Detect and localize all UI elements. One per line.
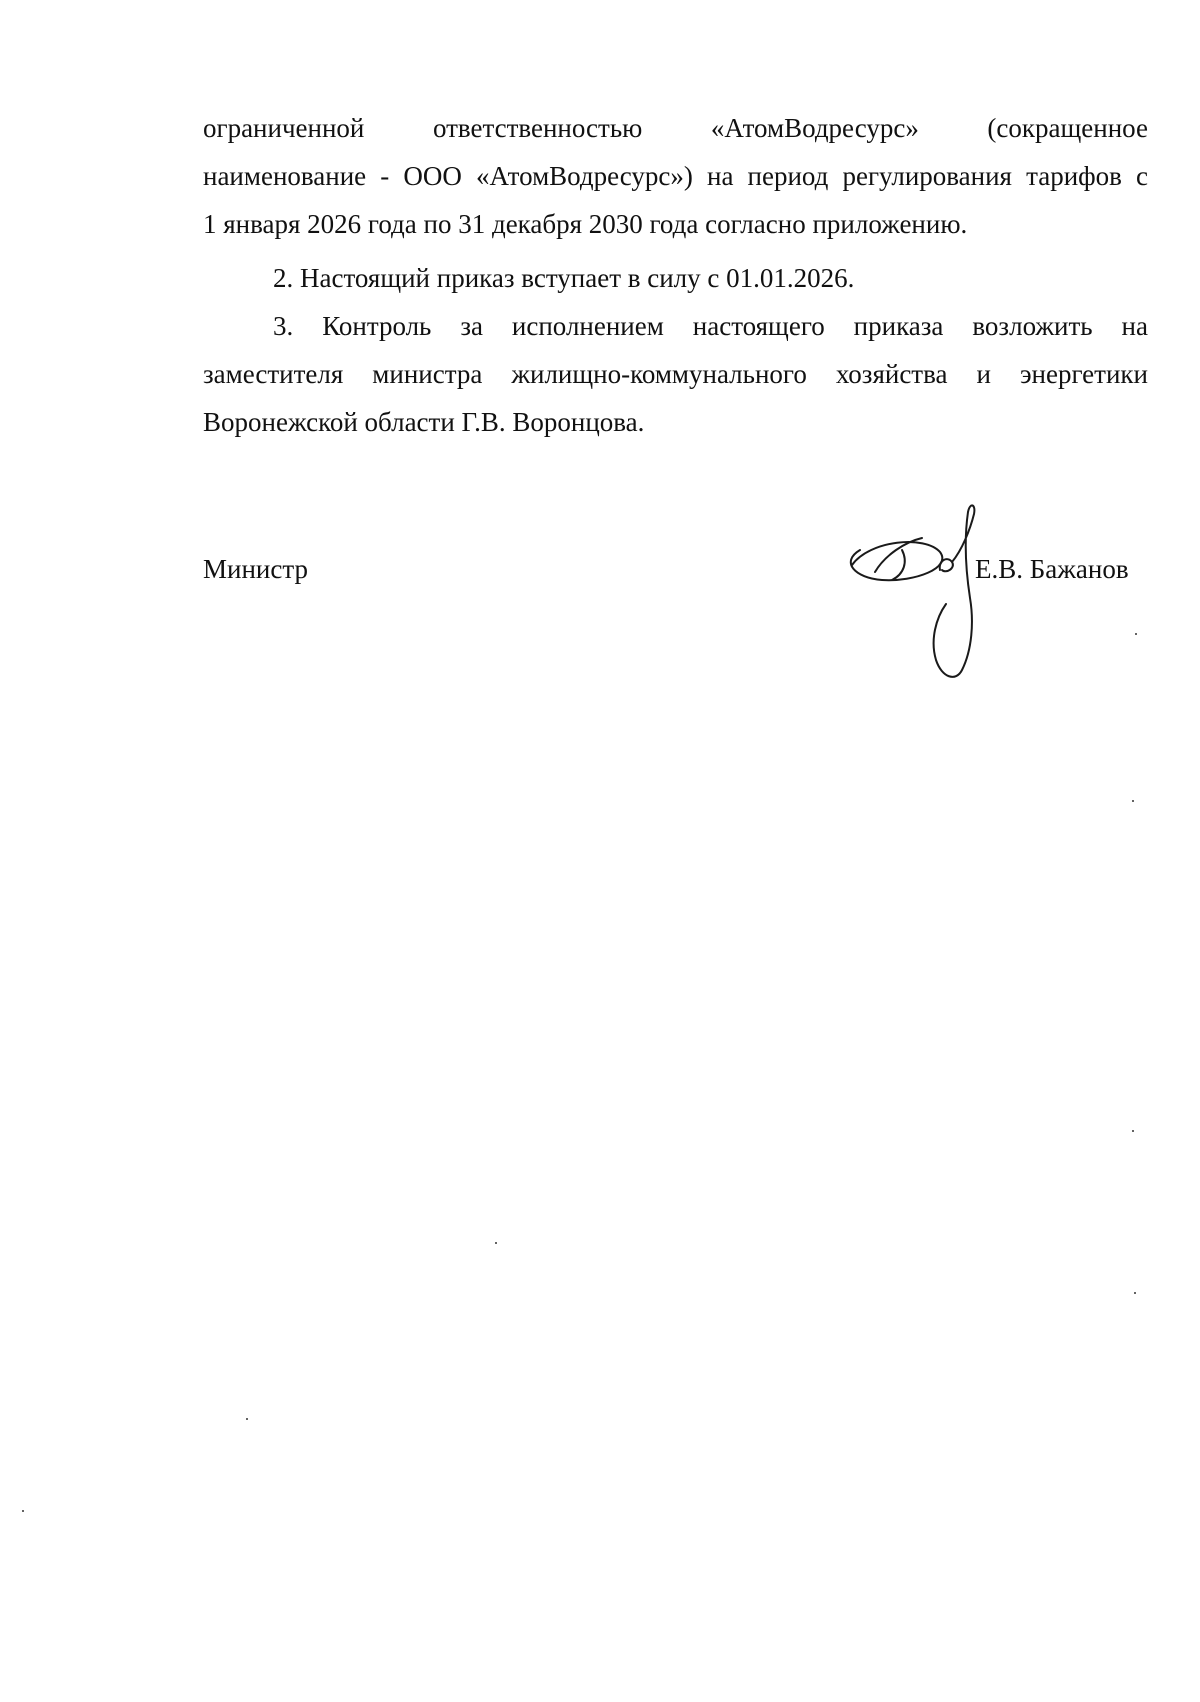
scan-speck bbox=[22, 1510, 24, 1512]
text-line: 1 января 2026 года по 31 декабря 2030 года согласно приложению. bbox=[203, 209, 968, 239]
text-line: наименование - ООО «АтомВодресурс») на период регулирования тарифов с bbox=[203, 161, 1148, 191]
scan-speck bbox=[1134, 1292, 1136, 1294]
scan-speck bbox=[246, 1418, 248, 1420]
text-line: Воронежской области Г.В. Воронцова. bbox=[203, 407, 645, 437]
paragraph-effective-date bbox=[203, 254, 1148, 302]
scan-speck bbox=[1132, 800, 1134, 802]
text-line: 2. Настоящий приказ вступает в силу с 01.01.2026. bbox=[273, 263, 855, 293]
text-line: заместителя министра жилищно-коммунального хозяйства и энергетики bbox=[203, 359, 1148, 389]
scan-speck bbox=[495, 1242, 497, 1244]
text-line: ограниченной ответственностью «АтомВодресурс» (сокращенное bbox=[203, 113, 1148, 143]
handwritten-signature bbox=[830, 500, 1000, 700]
signer-name: Е.В. Бажанов bbox=[975, 554, 1129, 584]
text-line: 3. Контроль за исполнением настоящего приказа возложить на bbox=[273, 311, 1148, 341]
scan-speck bbox=[1135, 633, 1137, 635]
paragraph-company-naming bbox=[203, 104, 1148, 248]
signer-position: Министр bbox=[203, 554, 308, 584]
scan-speck bbox=[1132, 1130, 1134, 1132]
paragraph-control bbox=[203, 302, 1148, 446]
